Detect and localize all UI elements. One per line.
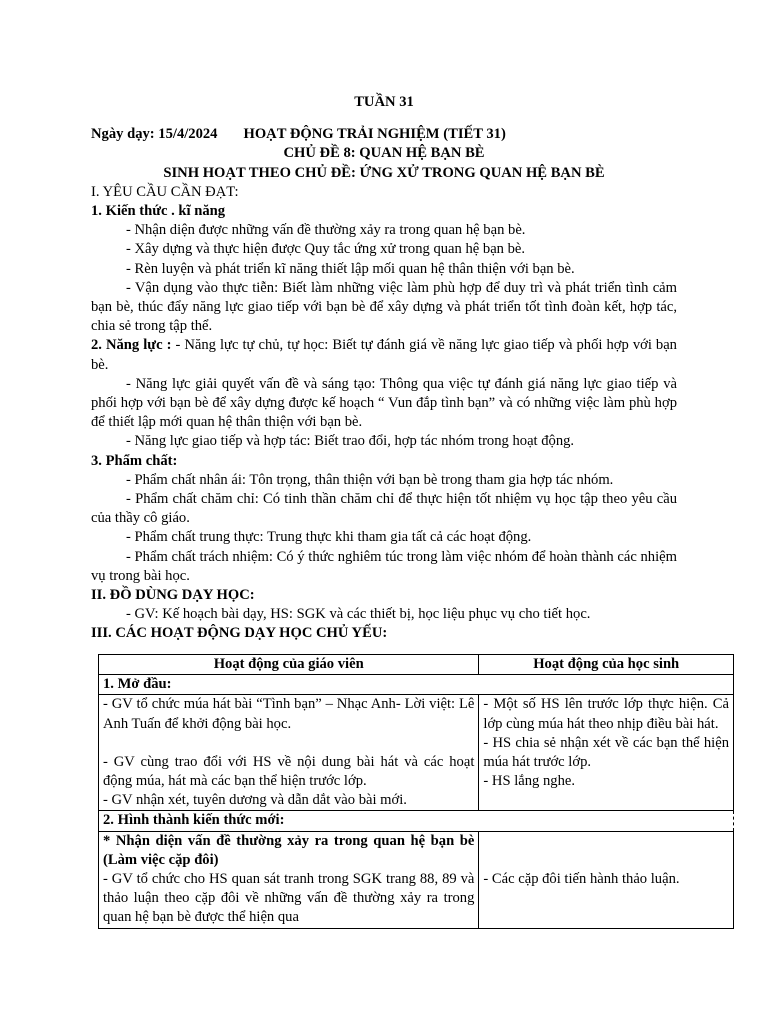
teacher-column-header: Hoạt động của giáo viên (99, 655, 479, 675)
table-row (99, 831, 734, 928)
part2-student-cell (479, 831, 734, 928)
table-row (99, 695, 734, 811)
quality-item: - Phẩm chất chăm chỉ: Có tinh thần chăm chỉ để thực hiện tốt nhiệm vụ học tập theo yêu cầu của thầy cô giáo. (91, 491, 677, 527)
topic-title: CHỦ ĐỀ 8: QUAN HỆ BẠN BÈ (283, 145, 485, 162)
subtopic-title: SINH HOẠT THEO CHỦ ĐỀ: ỨNG XỬ TRONG QUAN HỆ BẠN BÈ (163, 164, 605, 181)
part1-teacher-item: - GV nhận xét, tuyên dương và dẫn dắt vào bài mới. (103, 792, 407, 809)
knowledge-heading: 1. Kiến thức . kĩ năng (91, 203, 226, 220)
quality-item: - Phẩm chất trung thực: Trung thực khi tham gia tất cả các hoạt động. (126, 529, 532, 546)
quality-heading: 3. Phẩm chất: (91, 452, 178, 469)
part1-student-item: - HS chia sẻ nhận xét về các bạn thể hiện múa hát trước lớp. (483, 734, 729, 771)
section-requirements-title: I. YÊU CẦU CẦN ĐẠT: (91, 183, 239, 200)
week-title: TUẦN 31 (354, 94, 414, 110)
activity-title: HOẠT ĐỘNG TRẢI NGHIỆM (TIẾT 31) (243, 126, 506, 143)
competence-paragraph (91, 336, 677, 374)
part1-title: 1. Mở đầu: (99, 675, 734, 695)
part1-teacher-item: - GV cùng trao đổi với HS về nội dung bài hát và các hoạt động múa, hát mà các bạn thể hiện trước lớp. (103, 753, 475, 790)
table-row (99, 811, 734, 831)
knowledge-item: - Vận dụng vào thực tiễn: Biết làm những việc làm phù hợp để duy trì và phát triển tình cảm bạn bè, thúc đẩy năng lực giao tiếp với bạn bè để xây dựng và phát triển tốt tình đoàn kết, hợp tác, chia sẻ trong tập thể. (91, 279, 677, 335)
date-activity-line (91, 125, 677, 144)
part2-student-item: - Các cặp đôi tiến hành thảo luận. (483, 871, 680, 888)
competence-item: - Năng lực giải quyết vấn đề và sáng tạo: Thông qua việc tự đánh giá năng lực giao tiếp và phối hợp với bạn bè để xây dựng được kế hoạch “ Vun đắp tình bạn” và có những việc làm phù hợp để thiết lập mới quan hệ thân thiện với bạn bè. (91, 375, 677, 431)
materials-heading: II. ĐỒ DÙNG DẠY HỌC: (91, 587, 255, 604)
activities-heading: III. CÁC HOẠT ĐỘNG DẠY HỌC CHỦ YẾU: (91, 625, 388, 642)
teaching-date: Ngày dạy: 15/4/2024 (91, 126, 218, 143)
part1-teacher-cell (99, 695, 479, 811)
competence-heading: 2. Năng lực : (91, 337, 172, 354)
activities-table (98, 654, 734, 929)
knowledge-item: - Rèn luyện và phát triển kĩ năng thiết lập mối quan hệ thân thiện với bạn bè. (126, 260, 575, 277)
quality-item: - Phẩm chất nhân ái: Tôn trọng, thân thiện với bạn bè trong tham gia hợp tác nhóm. (126, 471, 614, 488)
part2-teacher-cell (99, 831, 479, 928)
quality-item: - Phẩm chất trách nhiệm: Có ý thức nghiêm túc trong làm việc nhóm để hoàn thành các nhiệm vụ trong bài học. (91, 548, 677, 584)
table-header-row (99, 655, 734, 675)
part1-student-item: - HS lắng nghe. (483, 773, 575, 790)
materials-item: - GV: Kế hoạch bài dạy, HS: SGK và các thiết bị, học liệu phục vụ cho tiết học. (126, 606, 591, 623)
student-column-header: Hoạt động của học sinh (479, 655, 734, 675)
lesson-plan-page (91, 93, 677, 644)
knowledge-item: - Nhận diện được những vấn đề thường xảy ra trong quan hệ bạn bè. (126, 222, 526, 239)
part1-student-item: - Một số HS lên trước lớp thực hiện. Cả lớp cùng múa hát theo nhịp điều bài hát. (483, 696, 729, 732)
competence-item: - Năng lực giao tiếp và hợp tác: Biết trao đổi, hợp tác nhóm trong hoạt động. (126, 433, 575, 450)
knowledge-item: - Xây dựng và thực hiện được Quy tắc ứng xử trong quan hệ bạn bè. (126, 241, 526, 258)
competence-first: - Năng lực tự chủ, tự học: Biết tự đánh giá về năng lực giao tiếp và phối hợp với bạn bè. (91, 337, 677, 373)
part2-teacher-text: - GV tổ chức cho HS quan sát tranh trong SGK trang 88, 89 và thảo luận theo cặp đôi về những vấn đề thường xảy ra trong quan hệ bạn bè được thể hiện qua (103, 871, 475, 926)
part2-teacher-heading: * Nhận diện vấn đề thường xảy ra trong quan hệ bạn bè (Làm việc cặp đôi) (103, 832, 475, 868)
part1-teacher-item: - GV tổ chức múa hát bài “Tình bạn” – Nhạc Anh- Lời việt: Lê Anh Tuấn để khởi động bài học. (103, 696, 475, 732)
part1-student-cell (479, 695, 734, 811)
part2-title: 2. Hình thành kiến thức mới: (99, 811, 734, 831)
table-row (99, 675, 734, 695)
